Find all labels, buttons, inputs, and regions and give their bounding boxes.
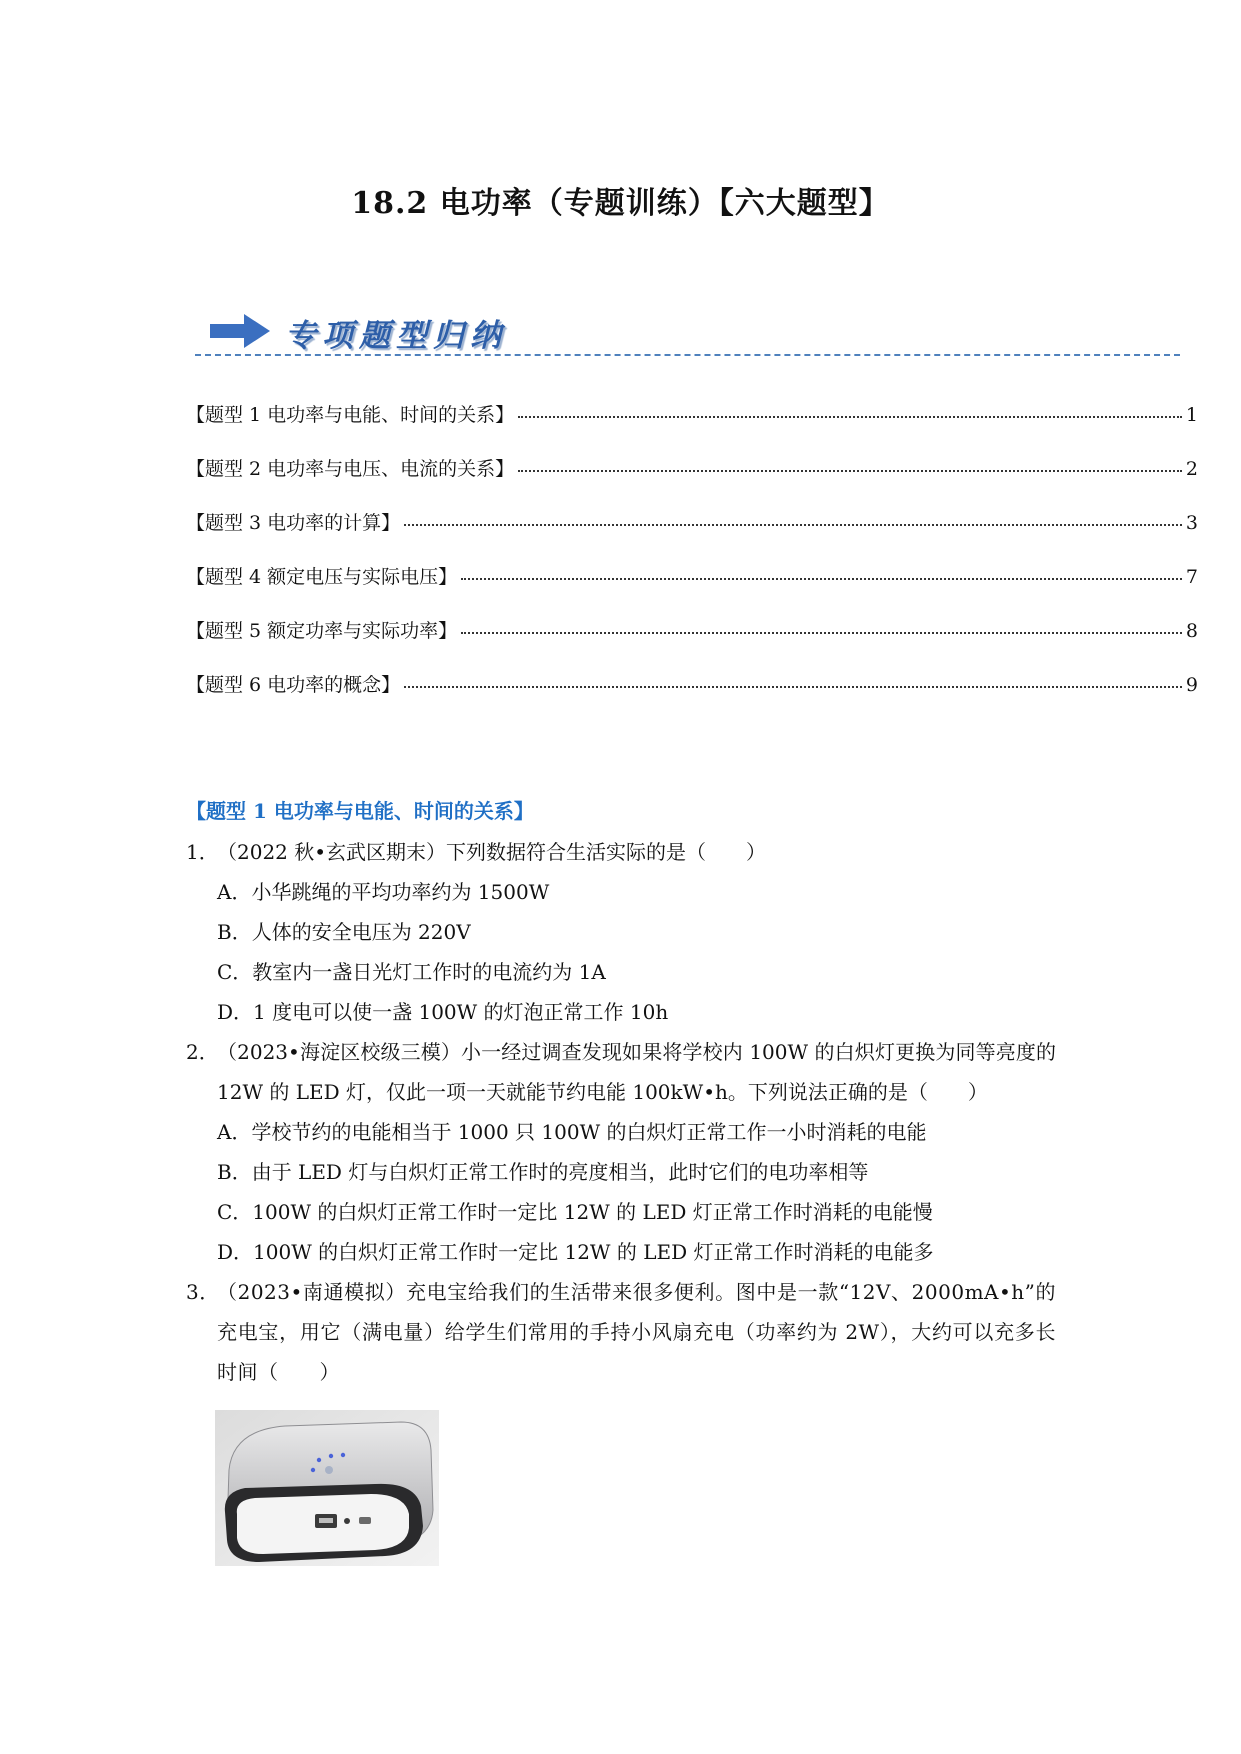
question-number: 3．	[186, 1280, 220, 1304]
question-number: 2．	[186, 1040, 219, 1064]
option-c[interactable]: C．100W 的白炽灯正常工作时一定比 12W 的 LED 灯正常工作时消耗的电能慢	[217, 1200, 933, 1224]
option-d[interactable]: D．100W 的白炽灯正常工作时一定比 12W 的 LED 灯正常工作时消耗的电能多	[217, 1240, 934, 1264]
option-b[interactable]: B．人体的安全电压为 220V	[217, 920, 471, 944]
question-1	[186, 832, 1056, 1032]
question-stem	[186, 1272, 1056, 1392]
toc-item-label: 【题型 1 电功率与电能、时间的关系】	[186, 404, 515, 426]
question-2	[186, 1032, 1056, 1272]
question-stem	[186, 832, 1056, 872]
toc-item-label: 【题型 2 电功率与电压、电流的关系】	[186, 458, 515, 480]
banner-title: 专项题型归纳	[285, 318, 507, 354]
toc-item-label: 【题型 3 电功率的计算】	[186, 512, 401, 534]
question-text: （2023•海淀区校级三模）小一经过调查发现如果将学校内 100W 的白炽灯更换为同等亮度的 12W 的 LED 灯，仅此一项一天就能节约电能 100kW•h。下列说法正确的是（ ）	[217, 1040, 1056, 1104]
toc-leader-dots	[518, 458, 1182, 472]
page-title: 18.2 电功率（专题训练）【六大题型】	[351, 186, 890, 221]
toc-item-page: 8	[1185, 620, 1198, 642]
toc-item-page: 3	[1185, 512, 1198, 534]
section-banner	[195, 308, 1185, 358]
toc-item[interactable]	[186, 508, 1198, 562]
power-bank-image	[215, 1410, 439, 1566]
banner-divider	[195, 354, 1180, 356]
question-3	[186, 1272, 1056, 1566]
option-c[interactable]: C．教室内一盏日光灯工作时的电流约为 1A	[217, 960, 606, 984]
toc-leader-dots	[518, 404, 1182, 418]
toc-item-page: 2	[1185, 458, 1198, 480]
toc-leader-dots	[404, 674, 1182, 688]
option-d[interactable]: D．1 度电可以使一盏 100W 的灯泡正常工作 10h	[217, 1000, 669, 1024]
toc-item-label: 【题型 6 电功率的概念】	[186, 674, 401, 696]
question-list	[186, 832, 1056, 1566]
question-number: 1．	[186, 840, 219, 864]
toc-leader-dots	[461, 620, 1182, 634]
toc-item[interactable]	[186, 562, 1198, 616]
toc-leader-dots	[404, 512, 1182, 526]
toc-item-label: 【题型 4 额定电压与实际电压】	[186, 566, 458, 588]
question-text: （2022 秋•玄武区期末）下列数据符合生活实际的是（ ）	[217, 840, 767, 864]
option-b[interactable]: B．由于 LED 灯与白炽灯正常工作时的亮度相当，此时它们的电功率相等	[217, 1160, 869, 1184]
toc-item[interactable]	[186, 670, 1198, 724]
question-stem	[186, 1032, 1056, 1112]
toc-leader-dots	[461, 566, 1182, 580]
table-of-contents	[186, 400, 1198, 724]
toc-item-page: 7	[1185, 566, 1198, 588]
option-a[interactable]: A．小华跳绳的平均功率约为 1500W	[217, 880, 550, 904]
toc-item-page: 9	[1185, 674, 1198, 696]
toc-item[interactable]	[186, 454, 1198, 508]
toc-item[interactable]	[186, 400, 1198, 454]
toc-item-page: 1	[1185, 404, 1198, 426]
right-arrow-icon	[210, 314, 272, 348]
toc-item[interactable]	[186, 616, 1198, 670]
toc-item-label: 【题型 5 额定功率与实际功率】	[186, 620, 458, 642]
section-heading: 【题型 1 电功率与电能、时间的关系】	[186, 799, 534, 823]
question-text: （2023•南通模拟）充电宝给我们的生活带来很多便利。图中是一款“12V、2000mA•h”的充电宝，用它（满电量）给学生们常用的手持小风扇充电（功率约为 2W），大约可以充多长时间（ ）	[217, 1280, 1056, 1384]
option-a[interactable]: A．学校节约的电能相当于 1000 只 100W 的白炽灯正常工作一小时消耗的电能	[217, 1120, 927, 1144]
